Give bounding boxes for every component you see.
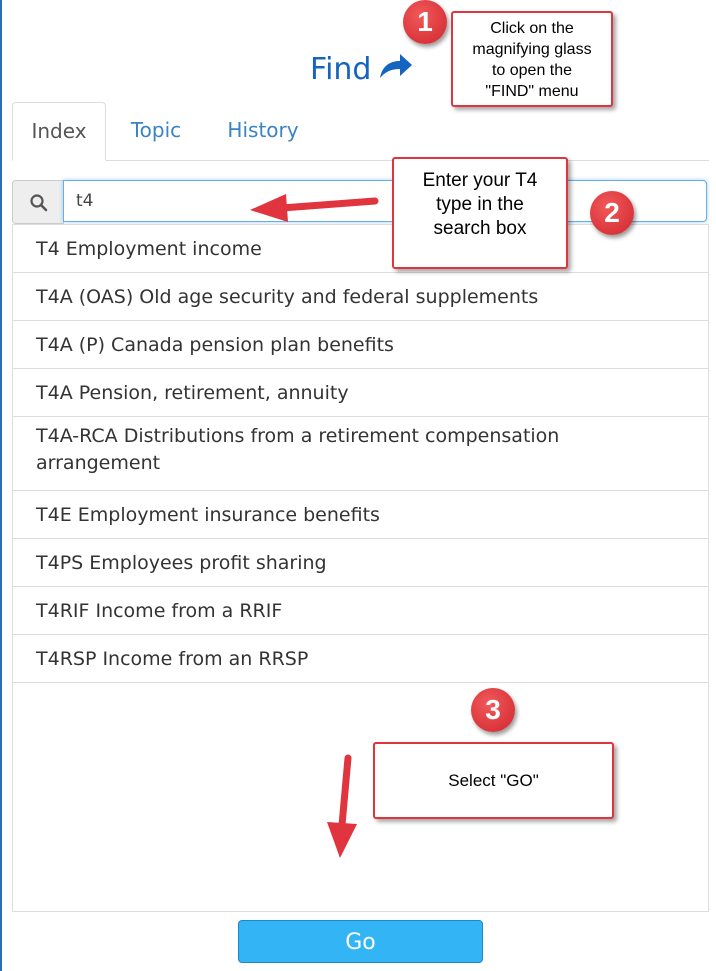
list-item[interactable]: T4RIF Income from a RRIF — [13, 587, 708, 635]
list-item[interactable]: T4A-RCA Distributions from a retirement compensation arrangement — [13, 417, 708, 491]
list-item[interactable]: T4A (OAS) Old age security and federal supplements — [13, 273, 708, 321]
go-button[interactable]: Go — [238, 920, 483, 963]
tab-topic[interactable]: Topic — [130, 118, 182, 142]
callout-step2 — [392, 157, 568, 269]
tab-index[interactable]: Index — [12, 102, 106, 161]
step-badge-3: 3 — [471, 688, 515, 732]
callout-text: Enter your T4 — [422, 170, 538, 191]
list-item[interactable]: T4A Pension, retirement, annuity — [13, 369, 708, 417]
callout-step1 — [451, 11, 613, 107]
callout-text: to open the — [491, 62, 573, 79]
list-item[interactable]: T4A (P) Canada pension plan benefits — [13, 321, 708, 369]
list-item[interactable]: T4PS Employees profit sharing — [13, 539, 708, 587]
arrow-down-icon — [327, 758, 357, 858]
step-badge-1: 1 — [403, 0, 447, 44]
list-item[interactable]: T4 Employment income — [13, 225, 708, 273]
find-title: Find — [310, 52, 372, 87]
callout-text: type in the — [436, 194, 524, 215]
callout-text: search box — [433, 218, 527, 239]
list-item[interactable]: T4E Employment insurance benefits — [13, 491, 708, 539]
callout-text: "FIND" menu — [485, 83, 579, 100]
callout-text: Click on the — [490, 20, 574, 37]
callout-text: Select "GO" — [448, 771, 539, 790]
callout-text: magnifying glass — [472, 41, 592, 58]
callout-step3 — [373, 742, 614, 819]
tab-history[interactable]: History — [227, 118, 299, 142]
list-item[interactable]: T4RSP Income from an RRSP — [13, 635, 708, 683]
step-badge-2: 2 — [590, 191, 634, 235]
arrow-left-icon — [250, 194, 375, 222]
